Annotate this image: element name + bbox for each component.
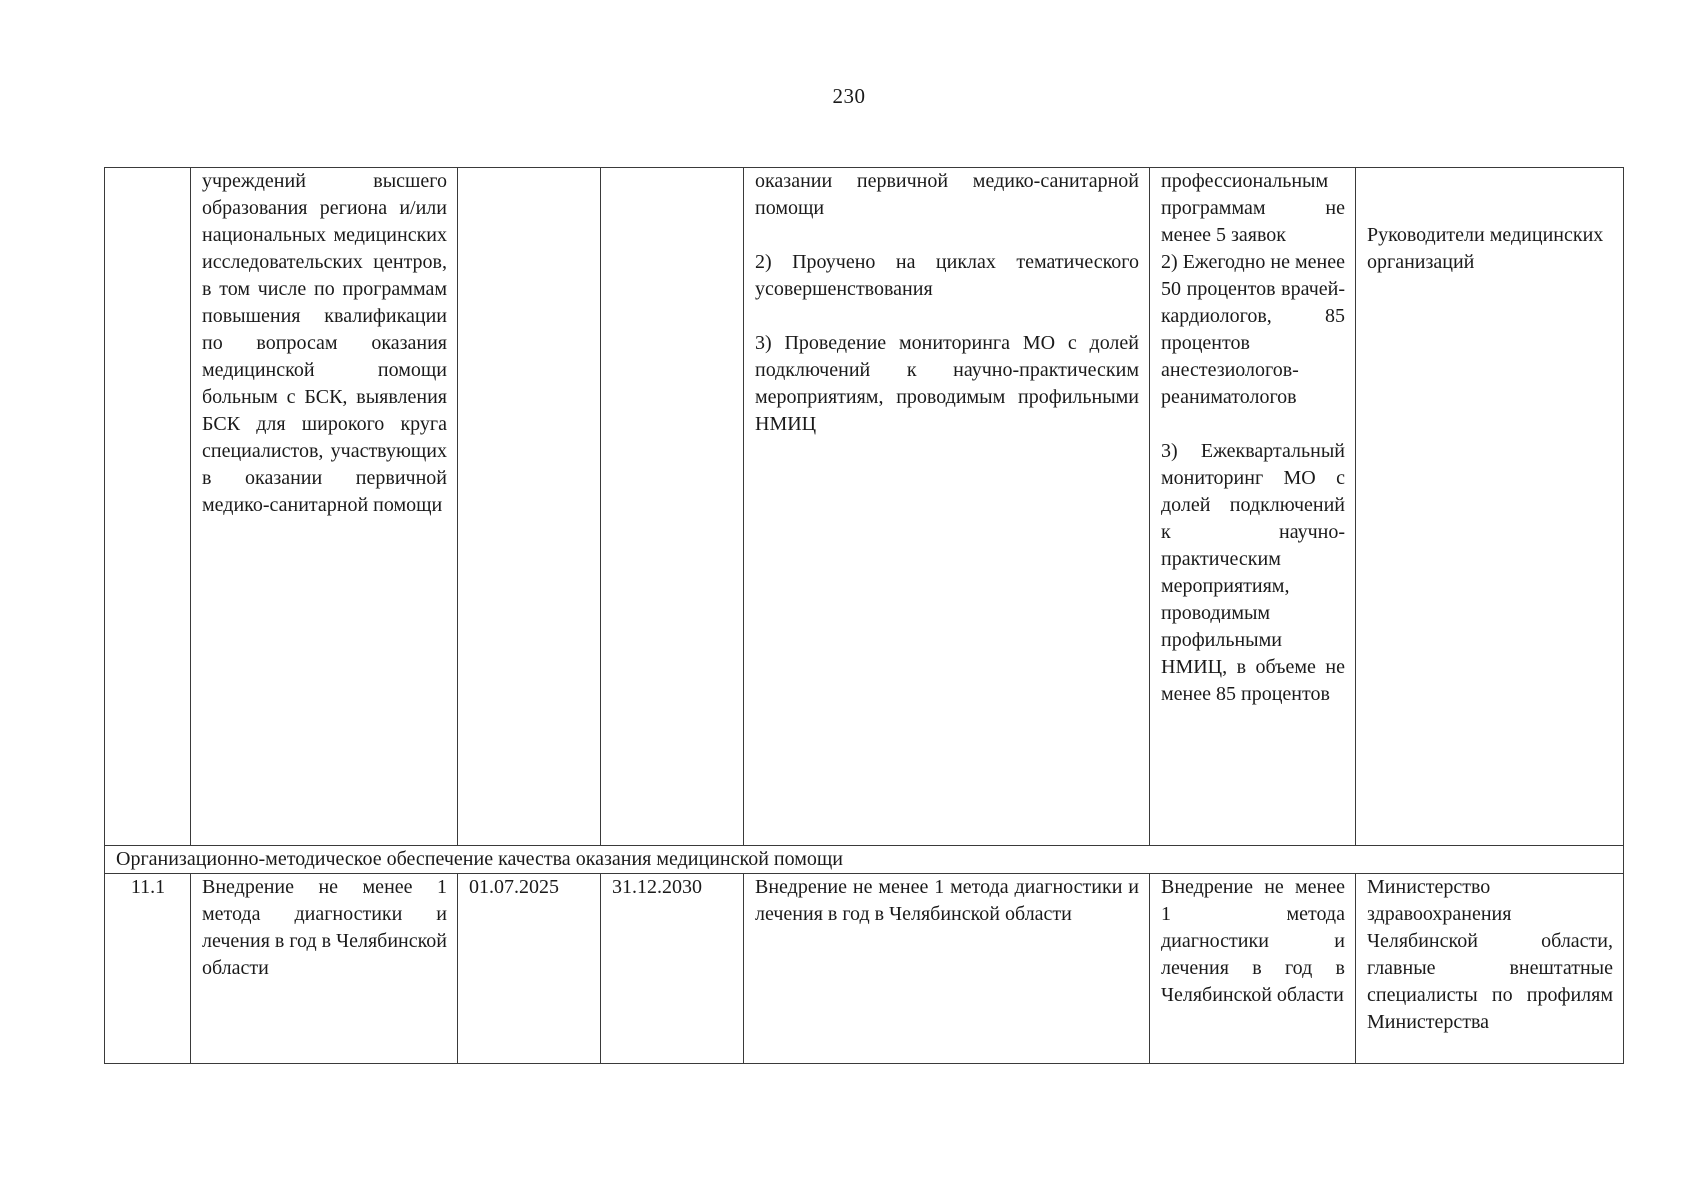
cell-result [744,168,1150,846]
cell-end-date [601,168,744,846]
table-row-continued [105,168,1624,846]
cell-activity: Внедрение не менее 1 метода диагностики и лечения в год в Челябинской области [191,874,458,1064]
cell-end-date: 31.12.2030 [601,874,744,1064]
section-title: Организационно-методическое обеспечение качества оказания медицинской помощи [105,846,1624,874]
cell-start-date: 01.07.2025 [458,874,601,1064]
page-number: 230 [832,84,866,108]
cell-responsible: Министерство здравоохранения Челябинской области, главные внештатные специалисты по профилям Министерства [1356,874,1624,1064]
section-row [105,846,1624,874]
cell-result: Внедрение не менее 1 метода диагностики и лечения в год в Челябинской области [744,874,1150,1064]
indicator-part-3: 3) Ежеквартальный мониторинг МО с долей подключений к научно-практическим мероприятиям, проводимым профильными НМИЦ, в объеме не менее 85 процентов [1161,440,1345,705]
indicator-part-2: 2) Ежегодно не менее 50 процентов врачей-кардиологов, 85 процентов анестезиологов-реаниматологов [1161,251,1345,408]
result-part-3: 3) Проведение мониторинга МО с долей подключений к научно-практическим мероприятиям, проводимым профильными НМИЦ [755,332,1139,435]
table-row-11-1 [105,874,1624,1064]
indicator-part-1: профессиональным программам не менее 5 заявок [1161,170,1345,246]
result-part-2: 2) Проучено на циклах тематического усовершенствования [755,251,1139,300]
cell-number [105,168,191,846]
plan-table [104,167,1624,1064]
result-part-1: оказании первичной медико-санитарной помощи [755,170,1139,219]
cell-start-date [458,168,601,846]
cell-activity: учреждений высшего образования региона и/или национальных медицинских исследовательских центров, в том числе по программам повышения квалификации по вопросам оказания медицинской помощи больным с БСК, выявления БСК для широкого круга специалистов, участвующих в оказании первичной медико-санитарной помощи [191,168,458,846]
cell-number: 11.1 [105,874,191,1064]
cell-indicator: Внедрение не менее 1 метода диагностики и лечения в год в Челябинской области [1150,874,1356,1064]
cell-responsible: Руководители медицинских организаций [1356,168,1624,846]
cell-indicator [1150,168,1356,846]
